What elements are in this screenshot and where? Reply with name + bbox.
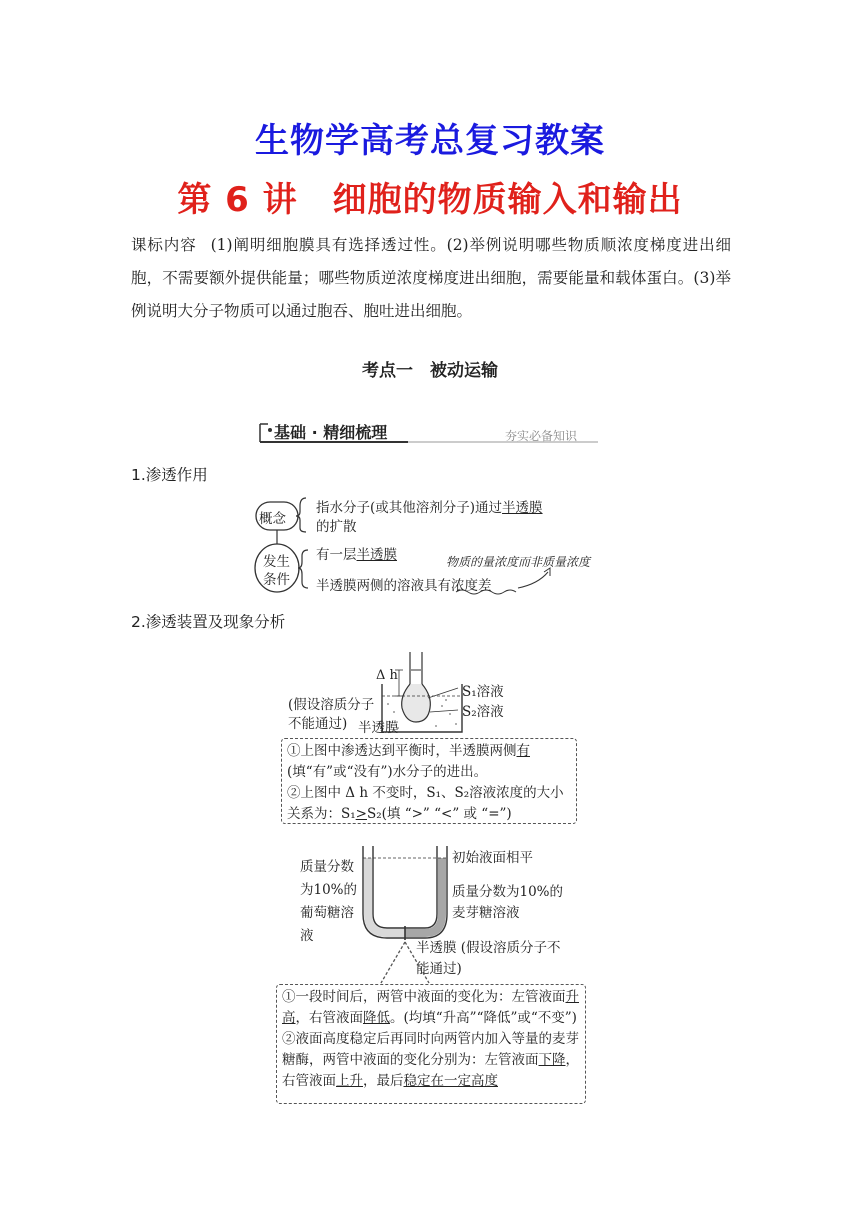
fig2-left-label: 质量分数为10%的葡萄糖溶液 — [300, 859, 358, 944]
section-heading: 考点一 被动运输 — [362, 361, 498, 381]
fig2-q1: ①一段时间后，两管中液面的变化为：左管液面升高，右管液面降低。(均填“升高”“降低”或“不变”) — [282, 989, 579, 1026]
condition-1 — [316, 543, 397, 563]
fig2-top-label: 初始液面相平 — [452, 850, 533, 866]
fig2-q2-answer-final: 稳定在一定高度 — [403, 1073, 498, 1089]
condition-1-text: 有一层 — [316, 547, 357, 563]
fig2-q2: ②液面高度稳定后再同时向两管内加入等量的麦芽糖酶，两管中液面的变化分别为：左管液面下降，右管液面上升，最后稳定在一定高度 — [282, 1031, 579, 1089]
delta-h-label: Δ h — [376, 668, 398, 683]
fig2-q1-answer-right: 降低 — [363, 1010, 390, 1026]
fig2-right-label: 质量分数为10%的麦芽糖溶液 — [452, 884, 564, 921]
fig1-assumption: (假设溶质分子不能通过) — [288, 697, 375, 732]
standard-paragraph — [131, 229, 731, 328]
condition-2-blank: 浓度差 — [451, 578, 492, 594]
condition-label-2: 条件 — [263, 572, 290, 588]
s1-label: S₁溶液 — [462, 684, 504, 700]
banner-title: 基础 · 精细梳理 — [274, 423, 388, 442]
condition-2 — [316, 574, 492, 594]
callout-pointer — [375, 940, 435, 985]
document-title: 生物学高考总复习教案 — [255, 121, 605, 161]
standard-text: (1)阐明细胞膜具有选择透过性。(2)举例说明哪些物质顺浓度梯度进出细胞，不需要额外提供能量；哪些物质逆浓度梯度进出细胞，需要能量和载体蛋白。(3)举例说明大分子物质可以通过胞吞、胞吐进出细胞。 — [131, 236, 731, 320]
fig1-q2-answer: > — [355, 806, 367, 822]
lecture-title: 第 6 讲 细胞的物质输入和输出 — [177, 180, 683, 220]
handwritten-note: 物质的量浓度而非质量浓度 — [446, 555, 591, 569]
concept-label: 概念 — [259, 511, 286, 527]
banner-subtitle: 夯实必备知识 — [505, 429, 578, 443]
condition-1-blank: 半透膜 — [356, 547, 397, 563]
fig1-membrane-label: 半透膜 — [358, 720, 399, 736]
s2-label: S₂溶液 — [462, 704, 504, 720]
fig2-membrane-label: 半透膜 (假设溶质分子不能通过) — [416, 940, 561, 977]
concept-text-a: 指水分子(或其他溶剂分子)通过 — [316, 500, 503, 516]
fig2-q1-answer-left: 升高 — [282, 989, 579, 1026]
fig1-q1: ①上图中渗透达到平衡时，半透膜两侧有(填“有”或“没有”)水分子的进出。 — [287, 743, 530, 780]
concept-text — [316, 496, 543, 516]
item2-heading: 2.渗透装置及现象分析 — [131, 613, 286, 631]
item1-heading: 1.渗透作用 — [131, 466, 208, 484]
fig1-q2: ②上图中 Δ h 不变时，S₁、S₂溶液浓度的大小关系为：S₁>S₂(填 “>” “<” 或 “=”) — [287, 785, 564, 822]
condition-2-text: 半透膜两侧的溶液具有 — [316, 578, 451, 594]
u-tube-diagram — [355, 838, 455, 946]
fig1-q1-answer: 有 — [516, 743, 530, 759]
concept-blank-membrane: 半透膜 — [502, 500, 543, 516]
standard-label: 课标内容 — [131, 236, 197, 254]
fig2-questions — [282, 987, 580, 1092]
concept-text-c: 的扩散 — [316, 519, 357, 535]
fig2-q2-answer-left: 下降 — [538, 1052, 566, 1068]
fig1-questions — [287, 741, 573, 825]
condition-label-1: 发生 — [263, 554, 290, 570]
fig2-q2-answer-right: 上升 — [336, 1073, 363, 1089]
